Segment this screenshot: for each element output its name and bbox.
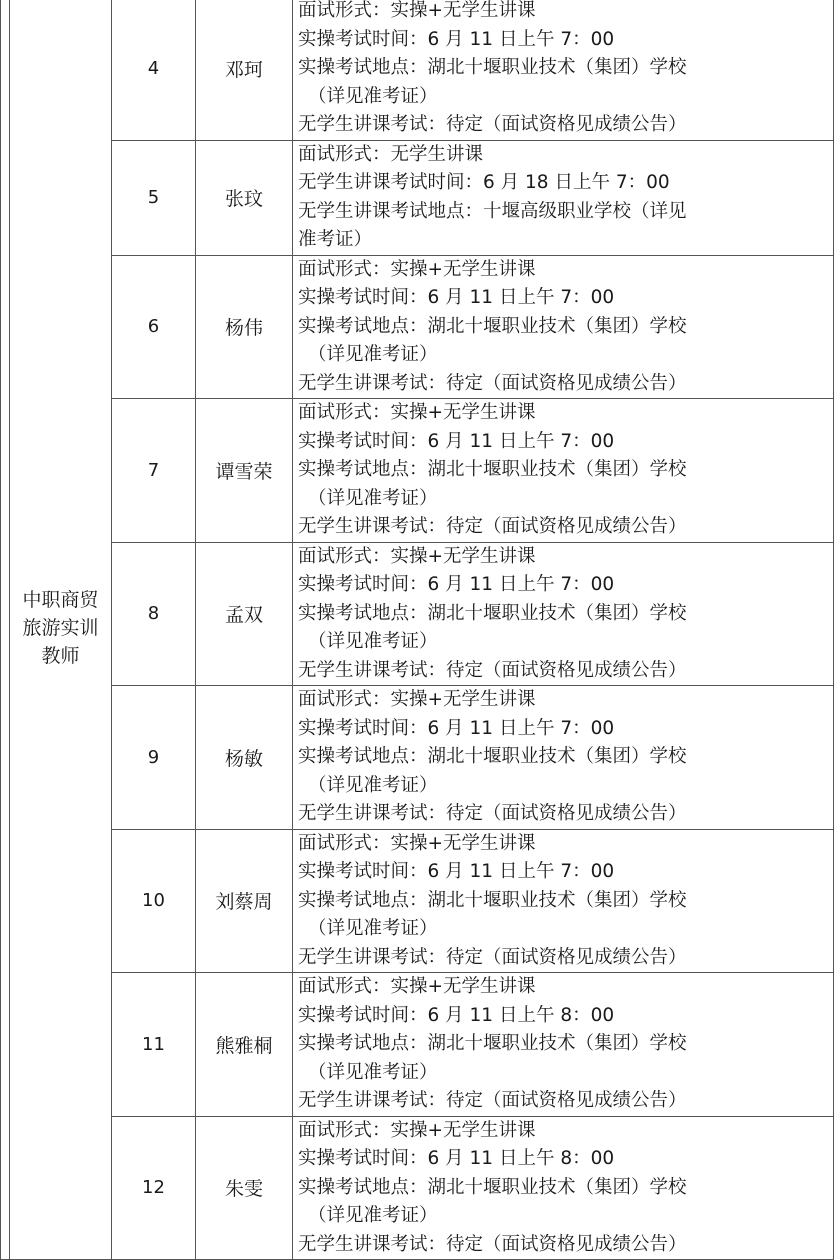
interview-details [293,255,834,399]
table-row [1,255,834,399]
detail-line: 面试形式：实操+无学生讲课 [298,0,536,21]
detail-line: 实操考试时间：6 月 11 日上午 7：00 [298,574,615,595]
detail-line: 面试形式：实操+无学生讲课 [298,402,536,423]
detail-line: 面试形式：实操+无学生讲课 [298,976,536,997]
detail-line: 实操考试时间：6 月 11 日上午 8：00 [298,1004,615,1026]
table-row [1,829,834,973]
detail-line: （详见准考证） [308,631,438,652]
detail-line: 无学生讲课考试：待定（面试资格见成绩公告） [298,1090,687,1111]
detail-line: （详见准考证） [308,918,438,939]
table-row [1,686,834,830]
detail-line: （详见准考证） [308,85,438,107]
row-number: 10 [112,829,196,973]
interview-details [293,542,834,686]
detail-line: 面试形式：实操+无学生讲课 [298,1119,536,1141]
candidate-name: 朱雯 [196,1116,293,1260]
row-number: 4 [112,0,196,140]
interview-details [293,1116,834,1260]
position-cell [10,0,112,1260]
candidate-name: 张玟 [196,140,293,255]
detail-line: 准考证） [298,229,373,250]
detail-line: 实操考试时间：6 月 11 日上午 7：00 [298,28,615,50]
detail-line: 无学生讲课考试：待定（面试资格见成绩公告） [298,114,687,135]
detail-line: 实操考试时间：6 月 11 日上午 7：00 [298,717,615,739]
detail-line: 面试形式：实操+无学生讲课 [298,689,536,710]
detail-line: （详见准考证） [308,487,438,509]
row-number: 11 [112,973,196,1117]
interview-details [293,829,834,973]
detail-line: 无学生讲课考试：待定（面试资格见成绩公告） [298,1233,687,1255]
detail-line: 实操考试时间：6 月 11 日上午 7：00 [298,287,615,308]
detail-line: 无学生讲课考试：待定（面试资格见成绩公告） [298,659,687,681]
detail-line: （详见准考证） [308,774,438,796]
table-row [1,973,834,1117]
row-number: 9 [112,686,196,830]
detail-line: （详见准考证） [308,344,438,365]
interview-details [293,399,834,543]
interview-details [293,140,834,255]
candidate-name: 谭雪荣 [196,399,293,543]
detail-line: 无学生讲课考试时间：6 月 18 日上午 7：00 [298,172,670,193]
candidate-name: 刘蔡周 [196,829,293,973]
detail-line: 实操考试地点：湖北十堰职业技术（集团）学校 [298,746,687,767]
row-number: 12 [112,1116,196,1260]
detail-line: 实操考试时间：6 月 11 日上午 7：00 [298,430,615,452]
table-body [1,0,834,1260]
detail-line: 无学生讲课考试：待定（面试资格见成绩公告） [298,372,687,394]
detail-line: 面试形式：实操+无学生讲课 [298,832,536,854]
detail-line: 实操考试地点：湖北十堰职业技术（集团）学校 [298,57,687,78]
row-number: 6 [112,255,196,399]
detail-line: 实操考试地点：湖北十堰职业技术（集团）学校 [298,315,687,337]
detail-line: 实操考试地点：湖北十堰职业技术（集团）学校 [298,459,687,480]
detail-line: 实操考试地点：湖北十堰职业技术（集团）学校 [298,602,687,624]
left-edge-column [1,0,10,1260]
detail-line: （详见准考证） [308,1061,438,1083]
row-number: 5 [112,140,196,255]
detail-line: 面试形式：实操+无学生讲课 [298,258,536,280]
detail-line: 实操考试地点：湖北十堰职业技术（集团）学校 [298,1176,687,1198]
candidate-name: 熊雅桐 [196,973,293,1117]
interview-details [293,686,834,830]
detail-line: 实操考试时间：6 月 11 日上午 8：00 [298,1148,615,1169]
detail-line: 面试形式：无学生讲课 [298,143,484,165]
row-number: 7 [112,399,196,543]
table-row [1,542,834,686]
detail-line: 面试形式：实操+无学生讲课 [298,545,536,567]
detail-line: （详见准考证） [308,1205,438,1226]
interview-details [293,973,834,1117]
detail-line: 无学生讲课考试：待定（面试资格见成绩公告） [298,803,687,824]
candidate-name: 杨敏 [196,686,293,830]
table-row [1,399,834,543]
detail-line: 实操考试地点：湖北十堰职业技术（集团）学校 [298,1033,687,1054]
detail-line: 实操考试地点：湖北十堰职业技术（集团）学校 [298,889,687,911]
row-number: 8 [112,542,196,686]
position-text: 中职商贸旅游实训教师 [22,589,99,667]
candidate-name: 邓珂 [196,0,293,140]
detail-line: 无学生讲课考试地点：十堰高级职业学校（详见 [298,200,687,222]
table-row [1,0,834,140]
table-row [1,140,834,255]
candidate-name: 孟双 [196,542,293,686]
interview-details [293,0,834,140]
detail-line: 无学生讲课考试：待定（面试资格见成绩公告） [298,516,687,537]
detail-line: 无学生讲课考试：待定（面试资格见成绩公告） [298,946,687,968]
table-row [1,1116,834,1260]
detail-line: 实操考试时间：6 月 11 日上午 7：00 [298,861,615,882]
candidate-name: 杨伟 [196,255,293,399]
